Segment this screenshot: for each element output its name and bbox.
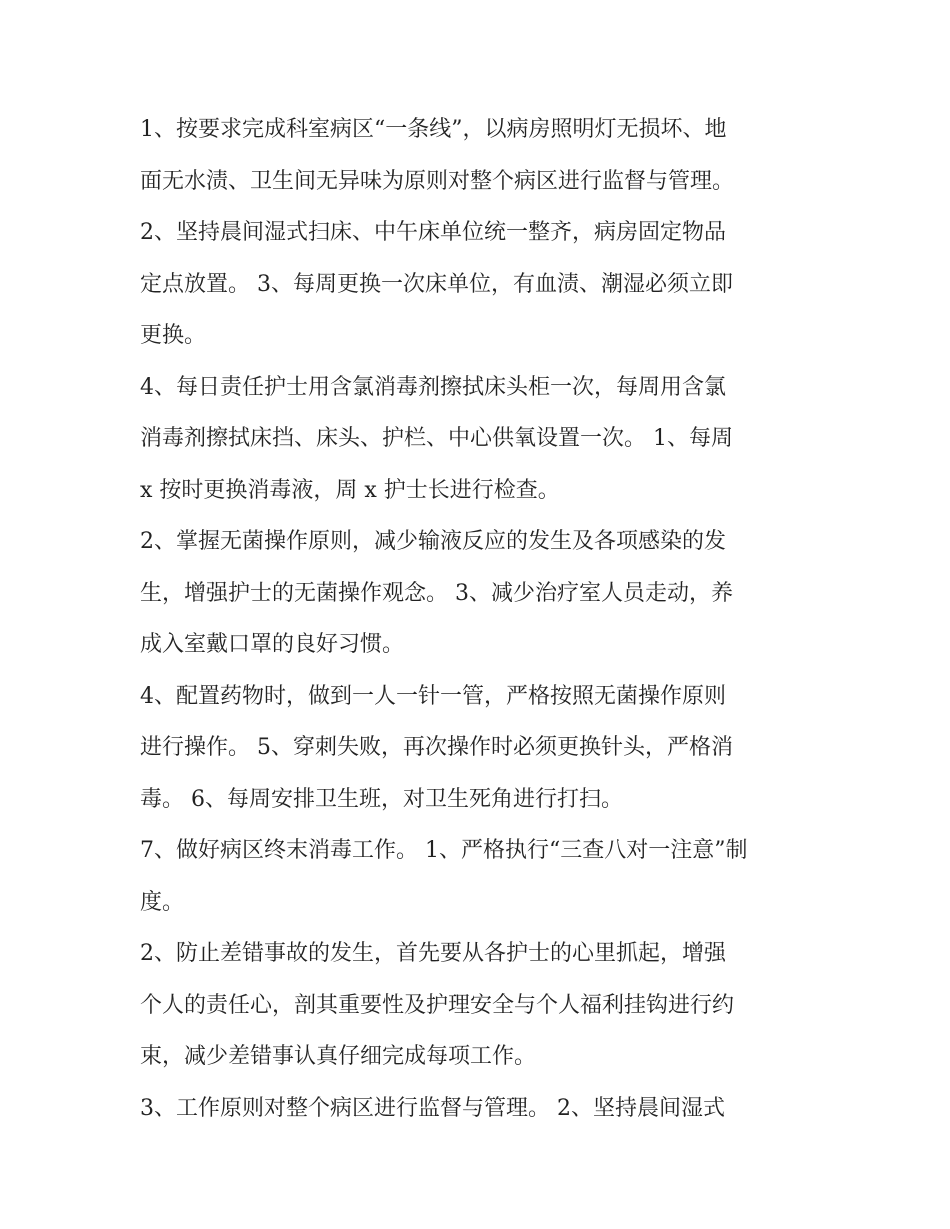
paragraph-7: 2、防止差错事故的发生，首先要从各护士的心里抓起，增强 个人的责任心，剖其重要性及护理安全与个人福利挂钩进行约 束，减少差错事认真仔细完成每项工作。: [140, 941, 735, 1069]
paragraph-6: 7、做好病区终末消毒工作。 1、严格执行“三查八对一注意”制 度。: [140, 838, 748, 915]
paragraph-5: 4、配置药物时，做到一人一针一管，严格按照无菌操作原则 进行操作。 5、穿刺失败，再次操作时必须更换针头，严格消 毒。 6、每周安排卫生班，对卫生死角进行打扫。: [140, 683, 733, 812]
paragraph-2: 2、坚持晨间湿式扫床、中午床单位统一整齐，病房固定物品 定点放置。 3、每周更换一次床单位，有血渍、潮湿必须立即 更换。: [140, 220, 733, 348]
paragraph-3: 4、每日责任护士用含氯消毒剂擦拭床头柜一次，每周用含氯 消毒剂擦拭床挡、床头、护栏、中心供氧设置一次。 1、每周 x 按时更换消毒液，周 x 护士长进行检查。: [140, 374, 733, 503]
document-body: [140, 104, 820, 1134]
paragraph-8: 3、工作原则对整个病区进行监督与管理。 2、坚持晨间湿式: [140, 1095, 725, 1121]
paragraph-1: 1、按要求完成科室病区“一条线”，以病房照明灯无损坏、地 面无水渍、卫生间无异味为原则对整个病区进行监督与管理。: [140, 117, 735, 194]
paragraph-4: 2、掌握无菌操作原则，减少输液反应的发生及各项感染的发 生，增强护士的无菌操作观念。 3、减少治疗室人员走动，养 成入室戴口罩的良好习惯。: [140, 529, 733, 657]
